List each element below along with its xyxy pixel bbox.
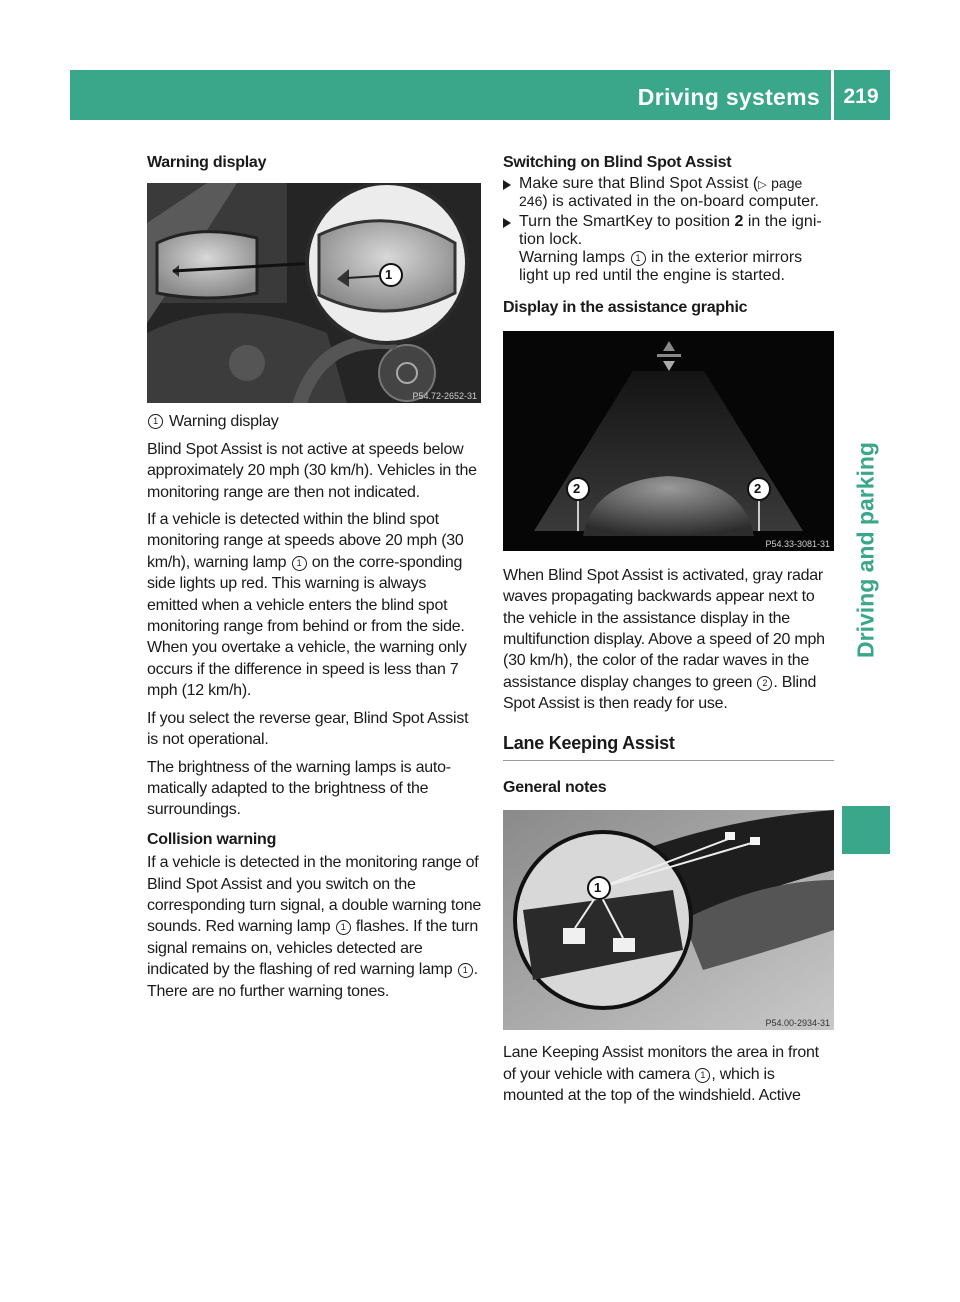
heading-warning-display: Warning display (147, 154, 267, 171)
bullet2-callout: 1 (631, 251, 646, 266)
page-number: 219 (843, 85, 879, 108)
para5-text-b: flashes. If the turn signal remains on, vehicles detected are indicated by the flashing of red warning lamp (147, 918, 479, 979)
para2-text-a: If a vehicle is detected within the blind spot monitoring range at speeds above 20 mph (30 km/h), warning lamp (147, 511, 464, 571)
header-bar (70, 70, 890, 120)
page-reference-link[interactable]: page 246 (519, 175, 803, 210)
figure-camera (503, 810, 834, 1030)
heading-assistance-graphic: Display in the assistance graphic (503, 299, 748, 317)
side-tab-label: Driving and parking (852, 442, 879, 658)
heading-collision-warning: Collision warning (147, 830, 277, 848)
bullet2-text-c: Warning lamps (519, 249, 626, 267)
legend-warning-display (147, 411, 481, 432)
bullet2-position: 2 (734, 213, 744, 231)
para6-text-b: . Blind Spot Assist is then ready for use. (503, 673, 817, 713)
right-column (503, 148, 834, 1107)
figure3-callout: 1 (594, 880, 602, 896)
bullet-smartkey (503, 213, 834, 285)
mirror-illustration (147, 183, 481, 403)
side-tab-marker (842, 806, 890, 854)
heading-switching-on: Switching on Blind Spot Assist (503, 154, 732, 171)
camera-illustration (503, 810, 834, 1030)
para7-text-a: Lane Keeping Assist monitors the area in front of your vehicle with camera (503, 1044, 819, 1083)
para5-callout-2: 1 (458, 963, 473, 978)
bullet2-text-d: in the exterior mirrors light up red until the engine is started. (519, 249, 803, 285)
figure2-callout-right: 2 (754, 480, 762, 496)
bullet-activate (503, 175, 834, 211)
figure-assistance-graphic (503, 331, 834, 551)
para2-callout: 1 (292, 556, 307, 571)
figure2-code: P54.33-3081-31 (765, 538, 830, 549)
para5-text-c: . There are no further warning tones. (147, 961, 478, 1000)
bullet-arrow-icon (503, 180, 511, 190)
para7-text-b: , which is mounted at the top of the windshield. Active (503, 1065, 801, 1105)
figure3-code: P54.00-2934-31 (765, 1018, 830, 1029)
figure1-code: P54.72-2652-31 (412, 391, 477, 402)
para7-callout: 1 (695, 1068, 710, 1083)
para-radar-waves (503, 565, 834, 715)
para-reverse-gear: If you select the reverse gear, Blind Spot Assist is not operational. (147, 709, 469, 749)
para2-text-b: on the corre-sponding side lights up red. This warning is always emitted when a vehicle enters the blind spot monitoring range from behind or from the side. When you overtake a vehicle, the warning only occurs if the difference in speed is less than 7 mph (12 km/h). (147, 553, 467, 700)
section-title: Driving systems (637, 84, 820, 110)
figure-warning-display (147, 183, 481, 403)
legend1-text: Warning display (169, 413, 279, 431)
heading-lane-keeping-assist: Lane Keeping Assist (503, 733, 834, 761)
para-not-active: Blind Spot Assist is not active at speeds below approximately 20 mph (30 km/h). Vehicles in the monitoring range are then not indicated. (147, 440, 477, 501)
para6-text-a: When Blind Spot Assist is activated, gray radar waves propagating backwards appear next to the vehicle in the assistance display in the multifunction display. Above a speed of 20 mph (30 km/h), the color of the radar waves in the assistance display changes to green (503, 566, 825, 691)
heading-general-notes: General notes (503, 779, 607, 797)
page-pointer-icon: ▷ (758, 179, 767, 192)
header-divider (831, 70, 834, 120)
para-brightness: The brightness of the warning lamps is auto-matically adapted to the brightness of the surroundings. (147, 758, 451, 819)
bullet1-text-a: Make sure that Blind Spot Assist ( (519, 175, 759, 193)
para-collision (147, 852, 481, 1002)
para6-callout: 2 (757, 676, 772, 691)
left-column (147, 148, 481, 1002)
para5-callout-1: 1 (336, 920, 351, 935)
bullet1-text-b: ) is activated in the on-board computer. (542, 193, 819, 211)
figure1-callout: 1 (385, 267, 393, 283)
bullet2-text-b: in the igni-tion lock. (519, 213, 822, 249)
para5-text-a: If a vehicle is detected in the monitoring range of Blind Spot Assist and you switch on the corresponding turn signal, a double warning tone sounds. Red warning lamp (147, 854, 482, 936)
assistance-display-illustration (503, 331, 834, 551)
para-lane-keeping (503, 1042, 834, 1106)
bullet-arrow-icon (503, 218, 511, 228)
figure2-callout-left: 2 (573, 480, 581, 496)
bullet2-text-a: Turn the SmartKey to position (519, 213, 731, 231)
side-tab (842, 120, 890, 900)
legend1-callout: 1 (148, 414, 163, 429)
para-vehicle-detected (147, 509, 481, 702)
